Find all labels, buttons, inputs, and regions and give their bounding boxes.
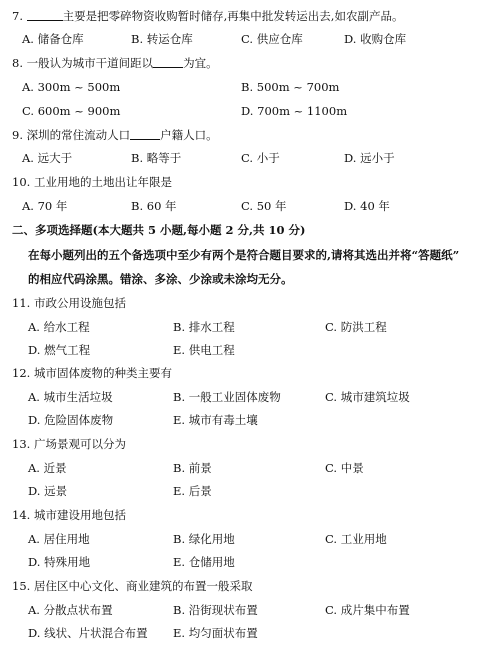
q10-option-d: D. 40 年 [344,199,390,213]
answer-blank [27,9,63,21]
section-instructions-line-2: 的相应代码涂黑。错涂、多涂、少涂或未涂均无分。 [28,272,293,286]
question-13: 13. 广场景观可以分为 [12,437,126,451]
q9-option-b: B. 略等于 [131,151,182,165]
q11-option-b: B. 排水工程 [173,320,235,334]
q13-option-c: C. 中景 [325,461,364,475]
q14-option-e: E. 仓储用地 [173,555,235,569]
section-instructions-line-1: 在每小题列出的五个备选项中至少有两个是符合题目要求的,请将其选出并将“答题纸” [28,248,460,262]
q13-option-e: E. 后景 [173,484,212,498]
question-7: 7. 主要是把零碎物资收购暂时储存,再集中批发转运出去,如农副产品。 [12,9,404,23]
question-15: 15. 居住区中心文化、商业建筑的布置一般采取 [12,579,253,593]
q15-option-a: A. 分散点状布置 [28,603,113,617]
q10-option-c: C. 50 年 [241,199,287,213]
question-8: 8. 一般认为城市干道间距以 为宜。 [12,56,218,70]
q11-option-d: D. 燃气工程 [28,343,91,357]
q9-option-d: D. 远小于 [344,151,395,165]
answer-blank [153,56,183,68]
q14-option-b: B. 绿化用地 [173,532,235,546]
answer-blank [130,128,160,140]
q13-option-a: A. 近景 [28,461,67,475]
q7-option-a: A. 储备仓库 [22,32,84,46]
q9-option-c: C. 小于 [241,151,280,165]
q10-option-b: B. 60 年 [131,199,177,213]
q13-option-d: D. 远景 [28,484,68,498]
question-10: 10. 工业用地的土地出让年限是 [12,175,172,189]
q14-option-d: D. 特殊用地 [28,555,91,569]
q12-option-e: E. 城市有毒土壤 [173,413,258,427]
question-9: 9. 深圳的常住流动人口 户籍人口。 [12,128,218,142]
q11-option-c: C. 防洪工程 [325,320,387,334]
q11-option-a: A. 给水工程 [28,320,90,334]
q15-option-c: C. 成片集中布置 [325,603,410,617]
q7-option-d: D. 收购仓库 [344,32,407,46]
q8-option-d: D. 700m ~ 1100m [241,104,348,118]
q12-option-b: B. 一般工业固体废物 [173,390,281,404]
q8-option-b: B. 500m ~ 700m [241,80,340,94]
q15-option-d: D. 线状、片状混合布置 [28,626,148,640]
question-12: 12. 城市固体废物的种类主要有 [12,366,172,380]
q10-option-a: A. 70 年 [22,199,68,213]
question-11: 11. 市政公用设施包括 [12,296,126,310]
q12-option-c: C. 城市建筑垃圾 [325,390,410,404]
q7-option-c: C. 供应仓库 [241,32,303,46]
q13-option-b: B. 前景 [173,461,212,475]
q15-option-b: B. 沿街现状布置 [173,603,258,617]
q14-option-c: C. 工业用地 [325,532,387,546]
q7-option-b: B. 转运仓库 [131,32,193,46]
q12-option-d: D. 危险固体废物 [28,413,114,427]
q8-option-c: C. 600m ~ 900m [22,104,121,118]
q8-option-a: A. 300m ~ 500m [22,80,121,94]
q11-option-e: E. 供电工程 [173,343,235,357]
q9-option-a: A. 远大于 [22,151,73,165]
q14-option-a: A. 居住用地 [28,532,90,546]
section-title: 二、多项选择题(本大题共 5 小题,每小题 2 分,共 10 分) [12,223,306,237]
q15-option-e: E. 均匀面状布置 [173,626,258,640]
q12-option-a: A. 城市生活垃圾 [28,390,113,404]
question-14: 14. 城市建设用地包括 [12,508,126,522]
